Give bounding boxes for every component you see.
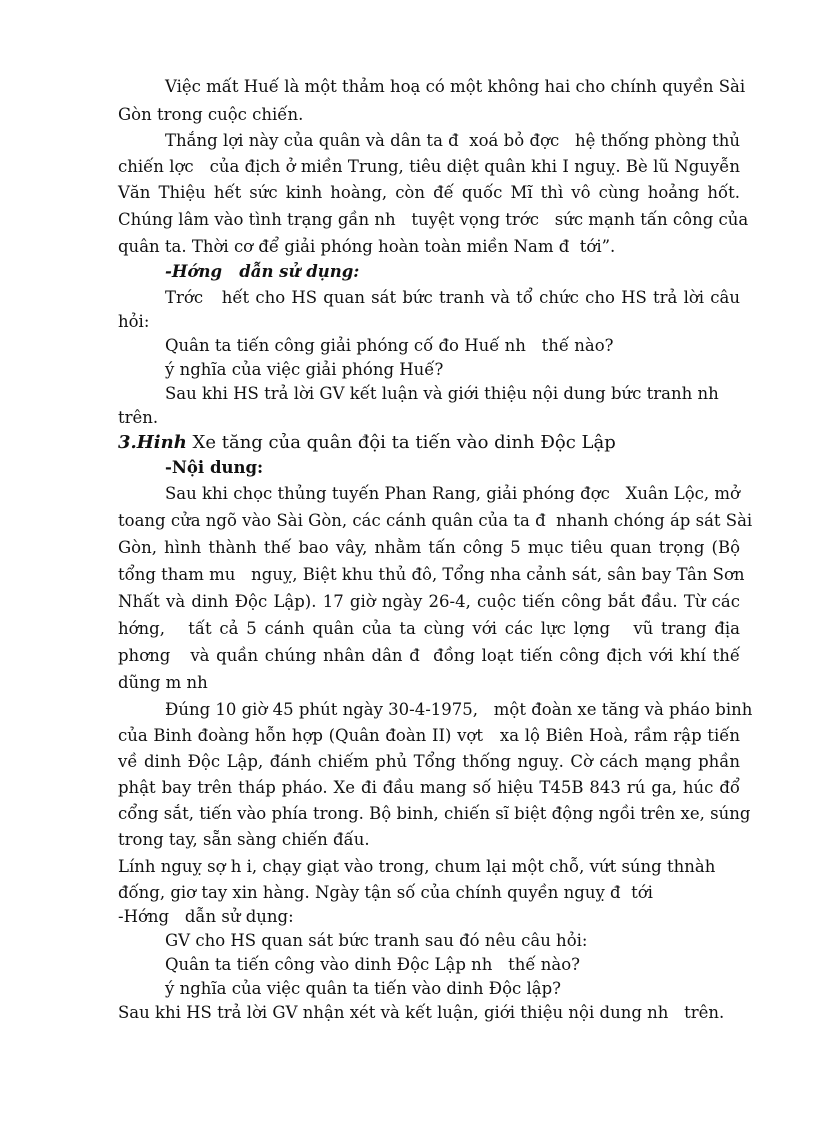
victory-line-3: Văn Thiệu hết sức kinh hoàng, còn đế quốc Mĩ thì vô cùng hoảng hốt.: [118, 183, 740, 202]
para3-line-2: đống, giơ tay xin hàng. Ngày tận số của chính quyền nguỵ đ tới: [118, 883, 653, 902]
para1-line-8: dũng m nh: [118, 673, 208, 692]
intro-line-2: Gòn trong cuộc chiến.: [118, 105, 304, 124]
intro-line-1: Việc mất Huế là một thảm hoạ có một không hai cho chính quyền Sài: [165, 77, 746, 96]
guide2-line-3: ý nghĩa của việc quân ta tiến vào dinh Độc lập?: [165, 979, 562, 998]
para1-line-7: phơng và quần chúng nhân dân đ đồng loạt tiến công địch với khí thế: [118, 646, 740, 665]
guide1-line-4: ý nghĩa của việc giải phóng Huế?: [165, 360, 444, 379]
guide-heading-2: -Hớng dẫn sử dụng:: [118, 907, 294, 926]
para2-line-1: Đúng 10 giờ 45 phút ngày 30-4-1975, một đoàn xe tăng và pháo binh: [165, 700, 753, 719]
guide1-line-1: Trớc hết cho HS quan sát bức tranh và tổ chức cho HS trả lời câu: [165, 288, 740, 307]
para1-line-3: Gòn, hình thành thế bao vây, nhằm tấn công 5 mục tiêu quan trọng (Bộ: [118, 538, 740, 557]
victory-line-5: quân ta. Thời cơ để giải phóng hoàn toàn miền Nam đ tới”.: [118, 237, 616, 256]
para2-line-2: của Binh đoàng hỗn hợp (Quân đoàn II) vợt xa lộ Biên Hoà, rầm rập tiến: [118, 726, 740, 745]
guide1-line-3: Quân ta tiến công giải phóng cố đo Huế nh thế nào?: [165, 336, 614, 355]
para1-line-2: toang cửa ngõ vào Sài Gòn, các cánh quân của ta đ nhanh chóng áp sát Sài: [118, 511, 753, 530]
victory-line-1: Thắng lợi này của quân và dân ta đ xoá bỏ đợc hệ thống phòng thủ: [165, 131, 740, 150]
victory-line-4: Chúng lâm vào tình trạng gần nh tuyệt vọng trớc sức mạnh tấn công của: [118, 210, 749, 229]
para2-line-6: trong tay, sẵn sàng chiến đấu.: [118, 830, 370, 849]
section-3-title: Xe tăng của quân đội ta tiến vào dinh Độc Lập: [186, 432, 616, 453]
guide1-line-2: hỏi:: [118, 312, 150, 331]
victory-line-2: chiến lợc của địch ở miền Trung, tiêu diệt quân khi I nguỵ. Bè lũ Nguyễn: [118, 157, 740, 176]
guide-heading-1: -Hớng dẫn sử dụng:: [165, 262, 360, 281]
guide2-line-1: GV cho HS quan sát bức tranh sau đó nêu câu hỏi:: [165, 931, 588, 950]
section-3-prefix: 3.Hinh: [118, 432, 187, 453]
guide2-line-2: Quân ta tiến công vào dinh Độc Lập nh thế nào?: [165, 955, 581, 974]
para1-line-4: tổng tham mu nguỵ, Biệt khu thủ đô, Tổng nha cảnh sát, sân bay Tân Sơn: [118, 565, 745, 584]
para1-line-1: Sau khi chọc thủng tuyến Phan Rang, giải phóng đợc Xuân Lộc, mở: [165, 484, 740, 503]
guide1-line-5: Sau khi HS trả lời GV kết luận và giới thiệu nội dung bức tranh nh: [165, 384, 719, 403]
para1-line-5: Nhất và dinh Độc Lập). 17 giờ ngày 26-4, cuộc tiến công bắt đầu. Từ các: [118, 592, 740, 611]
guide2-closing: Sau khi HS trả lời GV nhận xét và kết luận, giới thiệu nội dung nh trên.: [118, 1003, 725, 1022]
para2-line-5: cổng sắt, tiến vào phía trong. Bộ binh, chiến sĩ biệt động ngồi trên xe, súng: [118, 804, 751, 823]
para2-line-3: về dinh Độc Lập, đánh chiếm phủ Tổng thống nguỵ. Cờ cách mạng phần: [118, 752, 740, 771]
para2-line-4: phật bay trên tháp pháo. Xe đi đầu mang số hiệu T45B 843 rú ga, húc đổ: [118, 778, 740, 797]
para1-line-6: hớng, tất cả 5 cánh quân của ta cùng với các lực lợng vũ trang địa: [118, 619, 740, 638]
section-3-heading: [118, 433, 616, 453]
content-heading: -Nội dung:: [165, 458, 264, 477]
guide1-line-6: trên.: [118, 408, 159, 427]
para3-line-1: Lính nguỵ sợ h i, chạy giạt vào trong, chum lại một chỗ, vứt súng thnàh: [118, 857, 716, 876]
